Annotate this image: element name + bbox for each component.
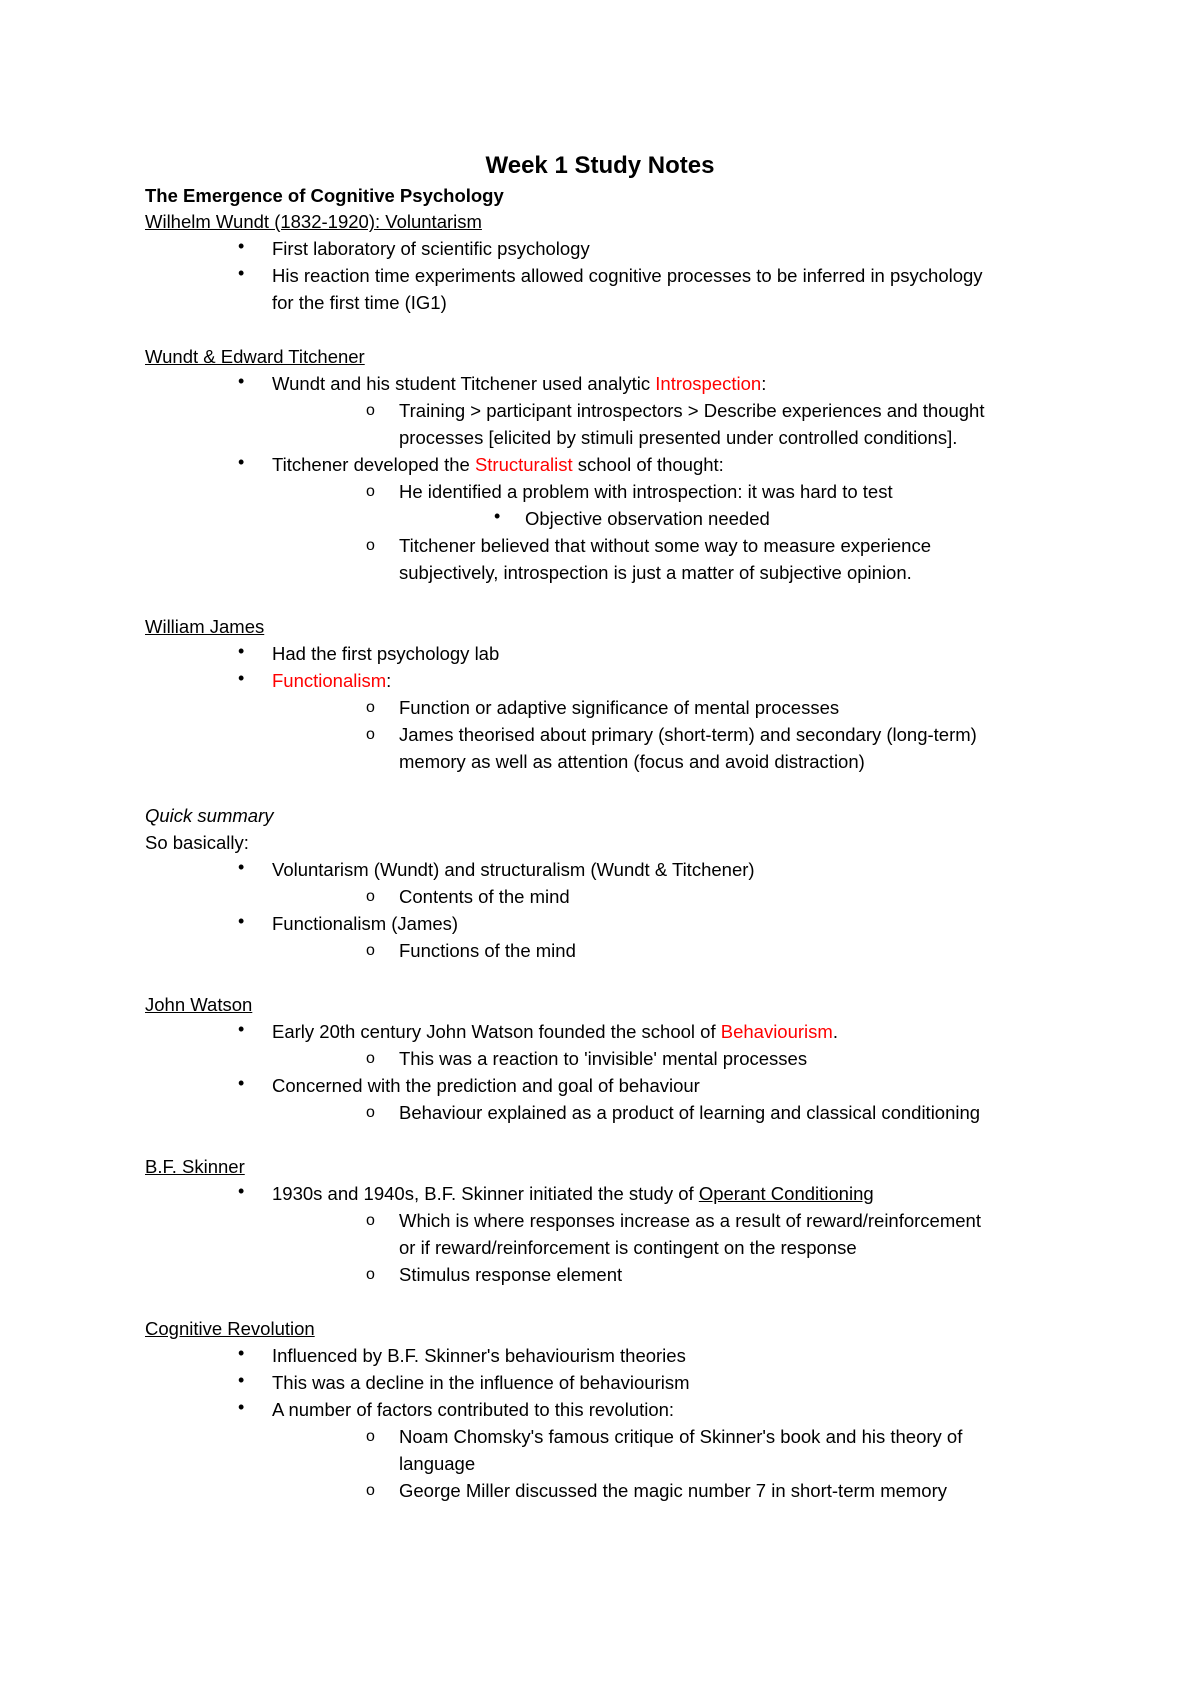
watson-bullet-1: Early 20th century John Watson founded the school of Behaviourism. — [272, 1021, 838, 1042]
revolution-bullet-2: This was a decline in the influence of behaviourism — [272, 1372, 690, 1393]
james-heading: William James — [145, 616, 265, 637]
introspection-term: Introspection — [655, 373, 762, 394]
titchener-sub-1-line-2: processes [elicited by stimuli presented under controlled conditions]. — [399, 427, 958, 448]
bullet-icon: • — [494, 506, 501, 526]
titchener-bullet-1: Wundt and his student Titchener used analytic Introspection: — [272, 373, 767, 394]
circle-bullet-icon: o — [366, 1482, 375, 1499]
functionalism-term: Functionalism — [272, 670, 387, 691]
watson-heading: John Watson — [145, 994, 253, 1015]
titchener-heading: Wundt & Edward Titchener — [145, 346, 365, 367]
watson-sub-1: This was a reaction to 'invisible' mental processes — [399, 1048, 808, 1069]
revolution-bullet-3: A number of factors contributed to this revolution: — [272, 1399, 675, 1420]
section-title: The Emergence of Cognitive Psychology — [145, 185, 504, 206]
skinner-sub-2: Stimulus response element — [399, 1264, 623, 1285]
wundt-heading: Wilhelm Wundt (1832-1920): Voluntarism — [145, 211, 482, 232]
circle-bullet-icon: o — [366, 1428, 375, 1445]
bullet-icon: • — [238, 1073, 245, 1093]
bullet-icon: • — [238, 668, 245, 688]
circle-bullet-icon: o — [366, 537, 375, 554]
revolution-sub-1-line-2: language — [399, 1453, 476, 1474]
circle-bullet-icon: o — [366, 483, 375, 500]
circle-bullet-icon: o — [366, 1266, 375, 1283]
bullet-icon: • — [238, 371, 245, 391]
wundt-bullet-2-line-1: His reaction time experiments allowed cognitive processes to be inferred in psychology — [272, 265, 983, 286]
titchener-sub-2: He identified a problem with introspection: it was hard to test — [399, 481, 893, 502]
bullet-icon: • — [238, 641, 245, 661]
circle-bullet-icon: o — [366, 942, 375, 959]
bullet-icon: • — [238, 452, 245, 472]
revolution-bullet-1: Influenced by B.F. Skinner's behaviourism theories — [272, 1345, 686, 1366]
titchener-bullet-2: Titchener developed the Structuralist school of thought: — [272, 454, 724, 475]
james-bullet-2: Functionalism: — [272, 670, 392, 691]
skinner-sub-1-line-2: or if reward/reinforcement is contingent on the response — [399, 1237, 857, 1258]
bullet-icon: • — [238, 857, 245, 877]
circle-bullet-icon: o — [366, 1212, 375, 1229]
summary-bullet-1: Voluntarism (Wundt) and structuralism (Wundt & Titchener) — [272, 859, 755, 880]
bullet-icon: • — [238, 1343, 245, 1363]
wundt-bullet-2-line-2: for the first time (IG1) — [272, 292, 447, 313]
circle-bullet-icon: o — [366, 1050, 375, 1067]
summary-sub-2: Functions of the mind — [399, 940, 576, 961]
operant-conditioning-term: Operant Conditioning — [698, 1183, 874, 1204]
skinner-sub-1-line-1: Which is where responses increase as a result of reward/reinforcement — [399, 1210, 981, 1231]
wundt-bullet-1: First laboratory of scientific psychology — [272, 238, 590, 259]
james-bullet-1: Had the first psychology lab — [272, 643, 500, 664]
watson-bullet-2: Concerned with the prediction and goal of behaviour — [272, 1075, 700, 1096]
circle-bullet-icon: o — [366, 888, 375, 905]
circle-bullet-icon: o — [366, 726, 375, 743]
bullet-icon: • — [238, 263, 245, 283]
behaviourism-term: Behaviourism — [720, 1021, 833, 1042]
summary-sub-1: Contents of the mind — [399, 886, 570, 907]
bullet-icon: • — [238, 1397, 245, 1417]
titchener-sub-2-detail: Objective observation needed — [525, 508, 770, 529]
james-sub-2-line-1: James theorised about primary (short-term) and secondary (long-term) — [399, 724, 977, 745]
circle-bullet-icon: o — [366, 1104, 375, 1121]
bullet-icon: • — [238, 911, 245, 931]
titchener-sub-1-line-1: Training > participant introspectors > Describe experiences and thought — [399, 400, 985, 421]
summary-bullet-2: Functionalism (James) — [272, 913, 459, 934]
james-sub-1: Function or adaptive significance of mental processes — [399, 697, 840, 718]
watson-sub-2: Behaviour explained as a product of learning and classical conditioning — [399, 1102, 981, 1123]
revolution-sub-2: George Miller discussed the magic number 7 in short-term memory — [399, 1480, 947, 1501]
circle-bullet-icon: o — [366, 402, 375, 419]
revolution-sub-1-line-1: Noam Chomsky's famous critique of Skinner's book and his theory of — [399, 1426, 963, 1447]
structuralist-term: Structuralist — [474, 454, 573, 475]
document-title: Week 1 Study Notes — [485, 152, 715, 179]
titchener-sub-3-line-2: subjectively, introspection is just a matter of subjective opinion. — [399, 562, 912, 583]
james-sub-2-line-2: memory as well as attention (focus and avoid distraction) — [399, 751, 865, 772]
revolution-heading: Cognitive Revolution — [145, 1318, 315, 1339]
skinner-heading: B.F. Skinner — [145, 1156, 245, 1177]
titchener-sub-3-line-1: Titchener believed that without some way to measure experience — [399, 535, 931, 556]
circle-bullet-icon: o — [366, 699, 375, 716]
summary-heading: Quick summary — [145, 805, 274, 826]
bullet-icon: • — [238, 1370, 245, 1390]
bullet-icon: • — [238, 1181, 245, 1201]
skinner-bullet-1: 1930s and 1940s, B.F. Skinner initiated the study of Operant Conditioning — [272, 1183, 874, 1204]
bullet-icon: • — [238, 1019, 245, 1039]
summary-intro: So basically: — [145, 832, 249, 853]
bullet-icon: • — [238, 236, 245, 256]
